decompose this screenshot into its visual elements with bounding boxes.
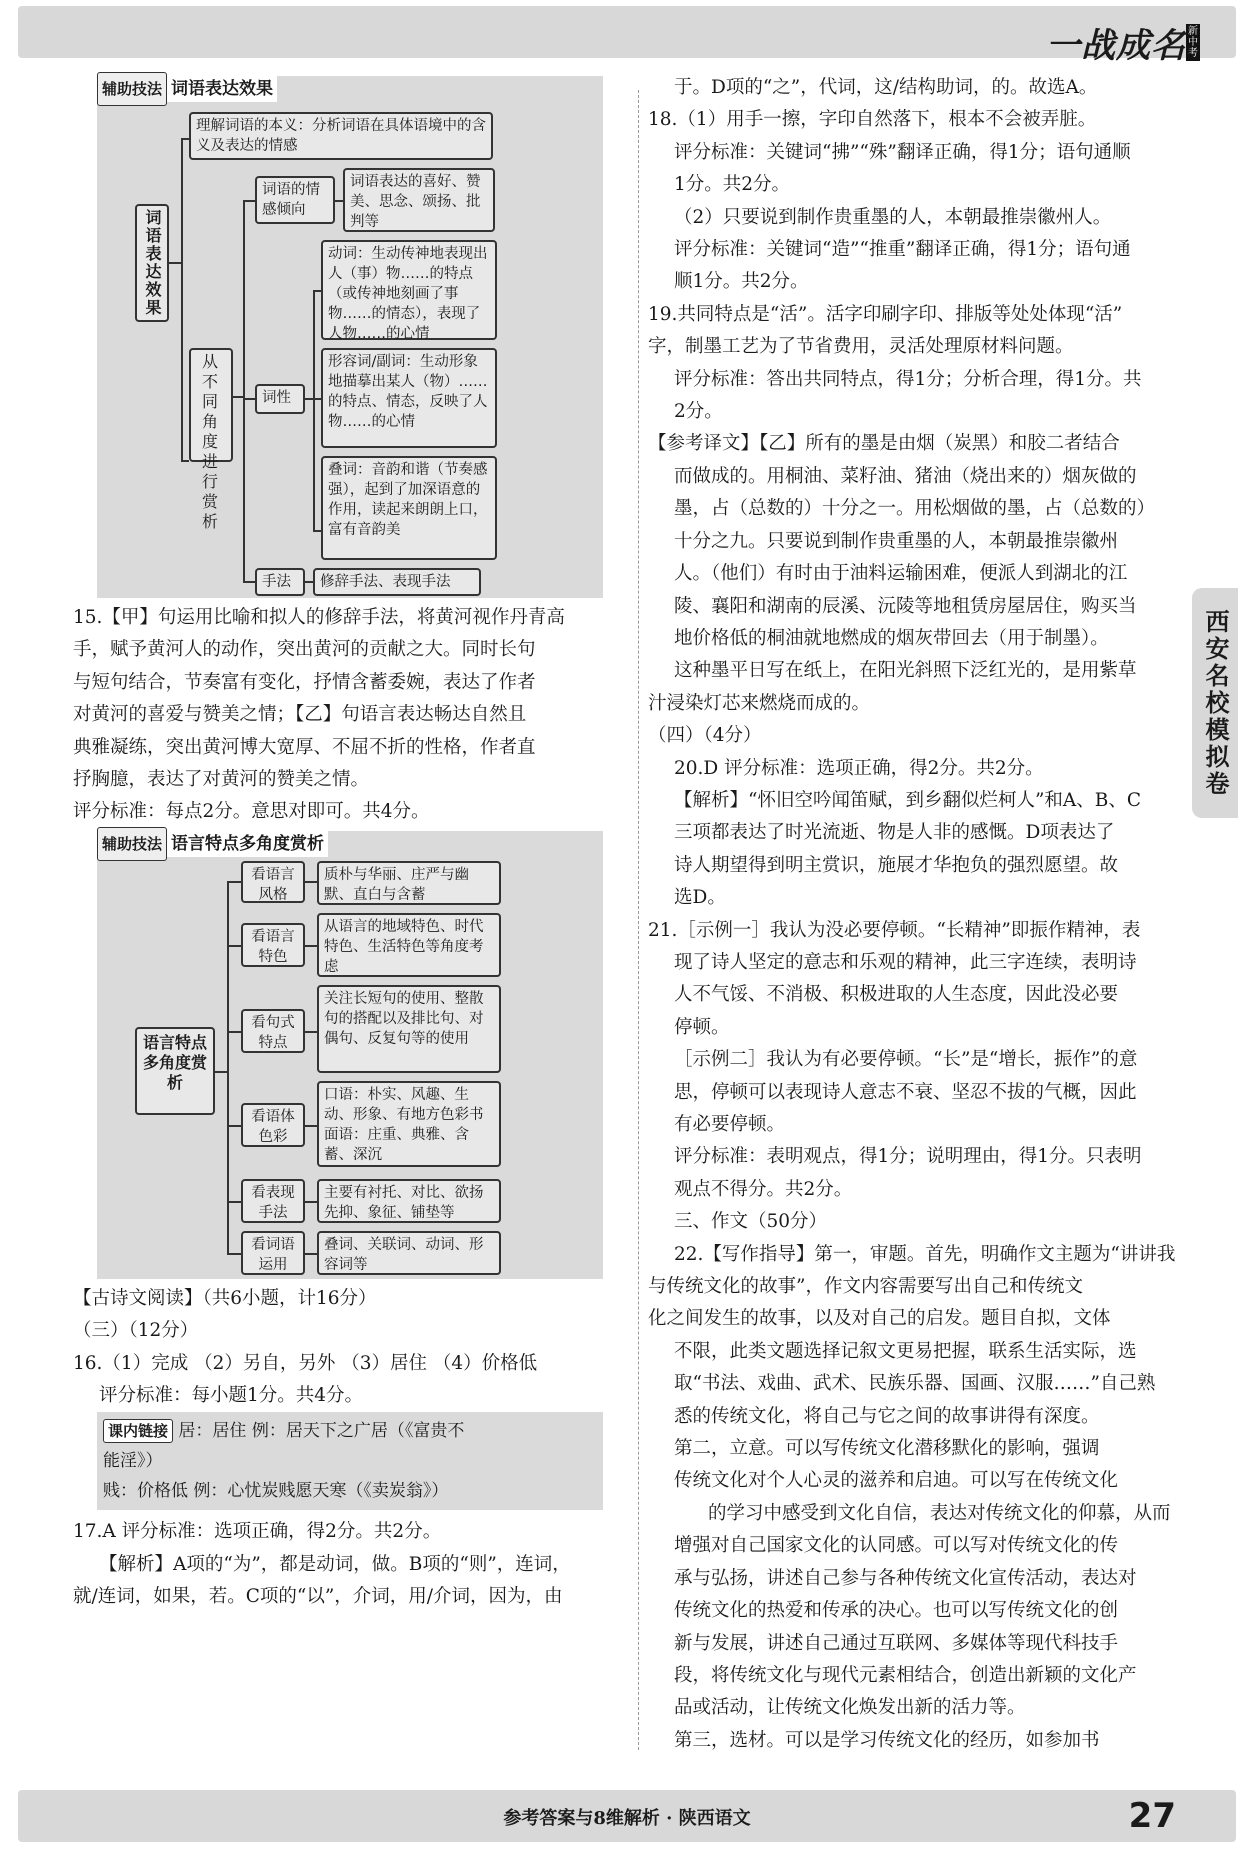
tip-box-language [97,831,603,1279]
text-line: 新与发展，讲述自己通过互联网、多媒体等现代科技手 [674,1632,1119,1654]
text-line: 评分标准：表明观点，得1分；说明理由，得1分。只表明 [674,1146,1142,1168]
text-line: 承与弘扬，讲述自己参与各种传统文化宣传活动，表达对 [674,1567,1137,1589]
text-line: 18.（1）用手一擦，字印自然落下，根本不会被弄脏。 [648,109,1097,131]
text-line: 评分标准：关键词“造”“推重”翻译正确，得1分；语句通 [674,239,1131,261]
mindmap-node: 叠词、关联词、动词、形容词等 [317,1231,501,1275]
left-column [73,76,627,1614]
tip-tag: 辅助技法 [97,72,167,106]
text-line: 19.共同特点是“活”。活字印刷字印、排版等处处体现“活” [648,303,1123,325]
tip-tag: 辅助技法 [97,827,167,861]
mindmap-root: 词语表达效果 [135,204,169,322]
text-line: 而做成的。用桐油、菜籽油、猪油（烧出来的）烟灰做的 [674,465,1137,487]
text-line: 三项都表达了时光流逝、物是人非的感慨。D项表达了 [674,822,1115,844]
mindmap-node: 口语：朴实、风趣、生动、形象、有地方色彩书面语：庄重、典雅、含蓄、深沉 [317,1081,501,1167]
tip-header [97,76,277,102]
text-line: 品或活动，让传统文化焕发出新的活力等。 [674,1697,1026,1719]
text-line: 陵、襄阳和湖南的辰溪、沅陵等地租赁房屋居住，购买当 [674,595,1137,617]
mindmap-node: 看语体色彩 [241,1103,305,1147]
tip-title: 词语表达效果 [171,78,274,99]
text-line: 与短句结合，节奏富有变化，抒情含蓄委婉，表达了作者 [73,671,536,693]
text-line: 1分。共2分。 [674,174,791,196]
mindmap-node: 关注长短句的使用、整散句的搭配以及排比句、对偶句、反复句等的使用 [317,985,501,1073]
text-line: 这种墨平日写在纸上，在阳光斜照下泛红光的，是用紫草 [674,660,1137,682]
text-line: 就/连词，如果，若。C项的“以”，介词，用/介词，因为，由 [73,1586,563,1608]
text-line: 选D。 [674,887,726,909]
score-standard: 评分标准：每点2分。意思对即可。共4分。 [73,801,430,823]
answer-15 [73,602,627,829]
link-box [97,1412,603,1510]
text-line: 能淫》） [103,1451,163,1472]
text-line: 抒胸臆，表达了对黄河的赞美之情。 [73,769,370,791]
brand-logo: 一战成名 [1046,26,1186,66]
mindmap-node: 叠词：音韵和谐（节奏感强），起到了加深语意的作用，读起来朗朗上口，富有音韵美 [321,456,497,560]
text-line: （2）只要说到制作贵重墨的人，本朝最推崇徽州人。 [674,206,1112,228]
section-heading: 【古诗文阅读】（共6小题，计16分） [73,1287,377,1309]
text-line: 人。（他们）有时由于油料运输困难，便派人到湖北的江 [674,563,1128,585]
text-line: 评分标准：答出共同特点，得1分；分析合理，得1分。共 [674,368,1142,390]
text-line: 2分。 [674,401,723,423]
text-line: 思，停顿可以表现诗人意志不衰、坚忍不拔的气概，因此 [674,1081,1137,1103]
text-line: 的学习中感受到文化自信，表达对传统文化的仰慕，从而 [708,1502,1171,1524]
page-number: 27 [1128,1796,1176,1836]
text-line: 【解析】“怀旧空吟闻笛赋，到乡翻似烂柯人”和A、B、C [674,789,1142,811]
text-line: 21.［示例一］我认为没必要停顿。“长精神”即振作精神，表 [648,919,1141,941]
text-line: 【参考译文】【乙】所有的墨是由烟（炭黑）和胶二者结合 [648,433,1120,455]
text-line: 诗人期望得到明主赏识，施展才华抱负的强烈愿望。故 [674,854,1119,876]
page-header [18,6,1236,66]
mindmap-node: 形容词/副词：生动形象地描摹出某人（物）……的特点、情态，反映了人物……的心情 [321,348,497,448]
brand-tag: 新中考 [1188,26,1198,59]
text-line: 【解析】A项的“为”，都是动词，做。B项的“则”，连词， [99,1553,571,1575]
text-line: 增强对自己国家文化的认同感。可以写对传统文化的传 [674,1535,1119,1557]
mindmap-node: 看语言特色 [241,923,305,967]
text-line: （四）（4分） [648,725,762,747]
poem-section [73,1283,627,1413]
text-line: 观点不得分。共2分。 [674,1178,853,1200]
mindmap-node: 理解词语的本义：分析词语在具体语境中的含义及表达的情感 [189,112,493,160]
mindmap-node: 手法 [255,568,305,596]
text-line: 现了诗人坚定的意志和乐观的精神，此三字连续，表明诗 [674,951,1137,973]
text-line: 地价格低的桐油就地燃成的烟灰带回去（用于制墨）。 [674,627,1109,649]
mindmap-node: 看句式特点 [241,1009,305,1053]
mindmap-node: 词性 [255,384,305,414]
mindmap-root: 语言特点多角度赏析 [135,1027,215,1115]
mindmap-node: 主要有衬托、对比、欲扬先抑、象征、铺垫等 [317,1179,501,1223]
text-line: 不限，此类文题选择记叙文更易把握，联系生活实际，选 [674,1340,1137,1362]
sub-heading: （三）（12分） [73,1320,199,1342]
answer-16: 16.（1）完成 （2）另自，另外 （3）居住 （4）价格低 [73,1352,538,1374]
mindmap-node: 从语言的地域特色、时代特色、生活特色等角度考虑 [317,913,501,977]
text-line: 取“书法、戏曲、武术、民族乐器、国画、汉服……”自己熟 [674,1373,1156,1395]
mindmap-node: 看表现手法 [241,1179,305,1223]
page-footer [18,1790,1236,1842]
text-line: 典雅凝练，突出黄河博大宽厚、不屈不折的性格，作者直 [73,736,536,758]
text-line: 汁浸染灯芯来燃烧而成的。 [648,692,871,714]
tip-box-word-effect [97,76,603,598]
text-line: 手，赋予黄河人的动作，突出黄河的贡献之大。同时长句 [73,639,536,661]
text-line: 化之间发生的故事，以及对自己的启发。题目自拟，文体 [648,1308,1111,1330]
text-line: 墨，占（总数的）十分之一。用松烟做的墨，占（总数的） [674,498,1156,520]
text-line: 对黄河的喜爱与赞美之情；【乙】句语言表达畅达自然且 [73,704,527,726]
text-line: 顺1分。共2分。 [674,271,809,293]
mindmap-node: 词语的情感倾向 [255,176,335,224]
text-line: 字，制墨工艺为了节省费用，灵活处理原材料问题。 [648,336,1074,358]
text-line: 于。D项的“之”，代词，这/结构助词，的。故选A。 [674,77,1098,98]
text-line: 有必要停顿。 [674,1114,786,1135]
text-line: 居：居住 例：居天下之广居（《富贵不 [178,1421,465,1442]
text-line: 第三，选材。可以是学习传统文化的经历，如参加书 [674,1729,1100,1751]
text-line: 悉的传统文化，将自己与它之间的故事讲得有深度。 [674,1405,1100,1427]
text-line: 贱：价格低 例：心忧炭贱愿天寒（《卖炭翁》） [103,1481,449,1502]
side-tab: 西安名校模拟卷 [1192,588,1238,818]
text-line: 传统文化的热爱和传承的决心。也可以写传统文化的创 [674,1600,1119,1622]
mindmap-node: 动词：生动传神地表现出人（事）物……的特点（或传神地刻画了事物……的情态），表现了人物……的心情 [321,240,497,340]
text-line: 人不气馁、不消极、积极进取的人生态度，因此没必要 [674,984,1119,1006]
text-line: 传统文化对个人心灵的滋养和启迪。可以写在传统文化 [674,1470,1119,1492]
column-divider [638,90,639,1750]
answer-17 [73,1516,627,1613]
text-line: 评分标准：关键词“拂”“殊”翻译正确，得1分；语句通顺 [674,141,1131,163]
text-line: 段，将传统文化与现代元素相结合，创造出新颖的文化产 [674,1664,1137,1686]
text-line: 17.A 评分标准：选项正确，得2分。共2分。 [73,1521,442,1543]
text-line: 十分之九。只要说到制作贵重墨的人，本朝最推崇徽州 [674,530,1119,552]
mindmap-node: 质朴与华丽、庄严与幽默、直白与含蓄 [317,861,501,905]
mindmap-node: 看语言风格 [241,861,305,903]
text-line: 22.【写作指导】第一，审题。首先，明确作文主题为“讲讲我 [674,1243,1176,1265]
tip-title: 语言特点多角度赏析 [171,833,325,854]
mindmap-node: 从不同角度进行赏析 [189,348,233,462]
text-line: 20.D 评分标准：选项正确，得2分。共2分。 [674,757,1044,779]
text-line: 第二，立意。可以写传统文化潜移默化的影响，强调 [674,1438,1100,1460]
mindmap-node: 修辞手法、表现手法 [313,568,481,596]
right-column [648,72,1188,1757]
mindmap-node: 看词语运用 [241,1231,305,1275]
score-standard: 评分标准：每小题1分。共4分。 [99,1385,364,1407]
text-line: 与传统文化的故事”，作文内容需要写出自己和传统文 [648,1276,1083,1298]
link-tag: 课内链接 [103,1419,173,1443]
text-line: 三、作文（50分） [674,1211,828,1233]
tip-header [97,831,328,857]
text-line: 15.【甲】句运用比喻和拟人的修辞手法，将黄河视作丹青高 [73,607,565,628]
text-line: 停顿。 [674,1016,730,1038]
text-line: ［示例二］我认为有必要停顿。“长”是“增长，振作”的意 [674,1049,1138,1071]
footer-text: 参考答案与8维解析 · 陕西语文 [503,1808,751,1829]
mindmap-node: 词语表达的喜好、赞美、思念、颂扬、批判等 [343,168,495,232]
